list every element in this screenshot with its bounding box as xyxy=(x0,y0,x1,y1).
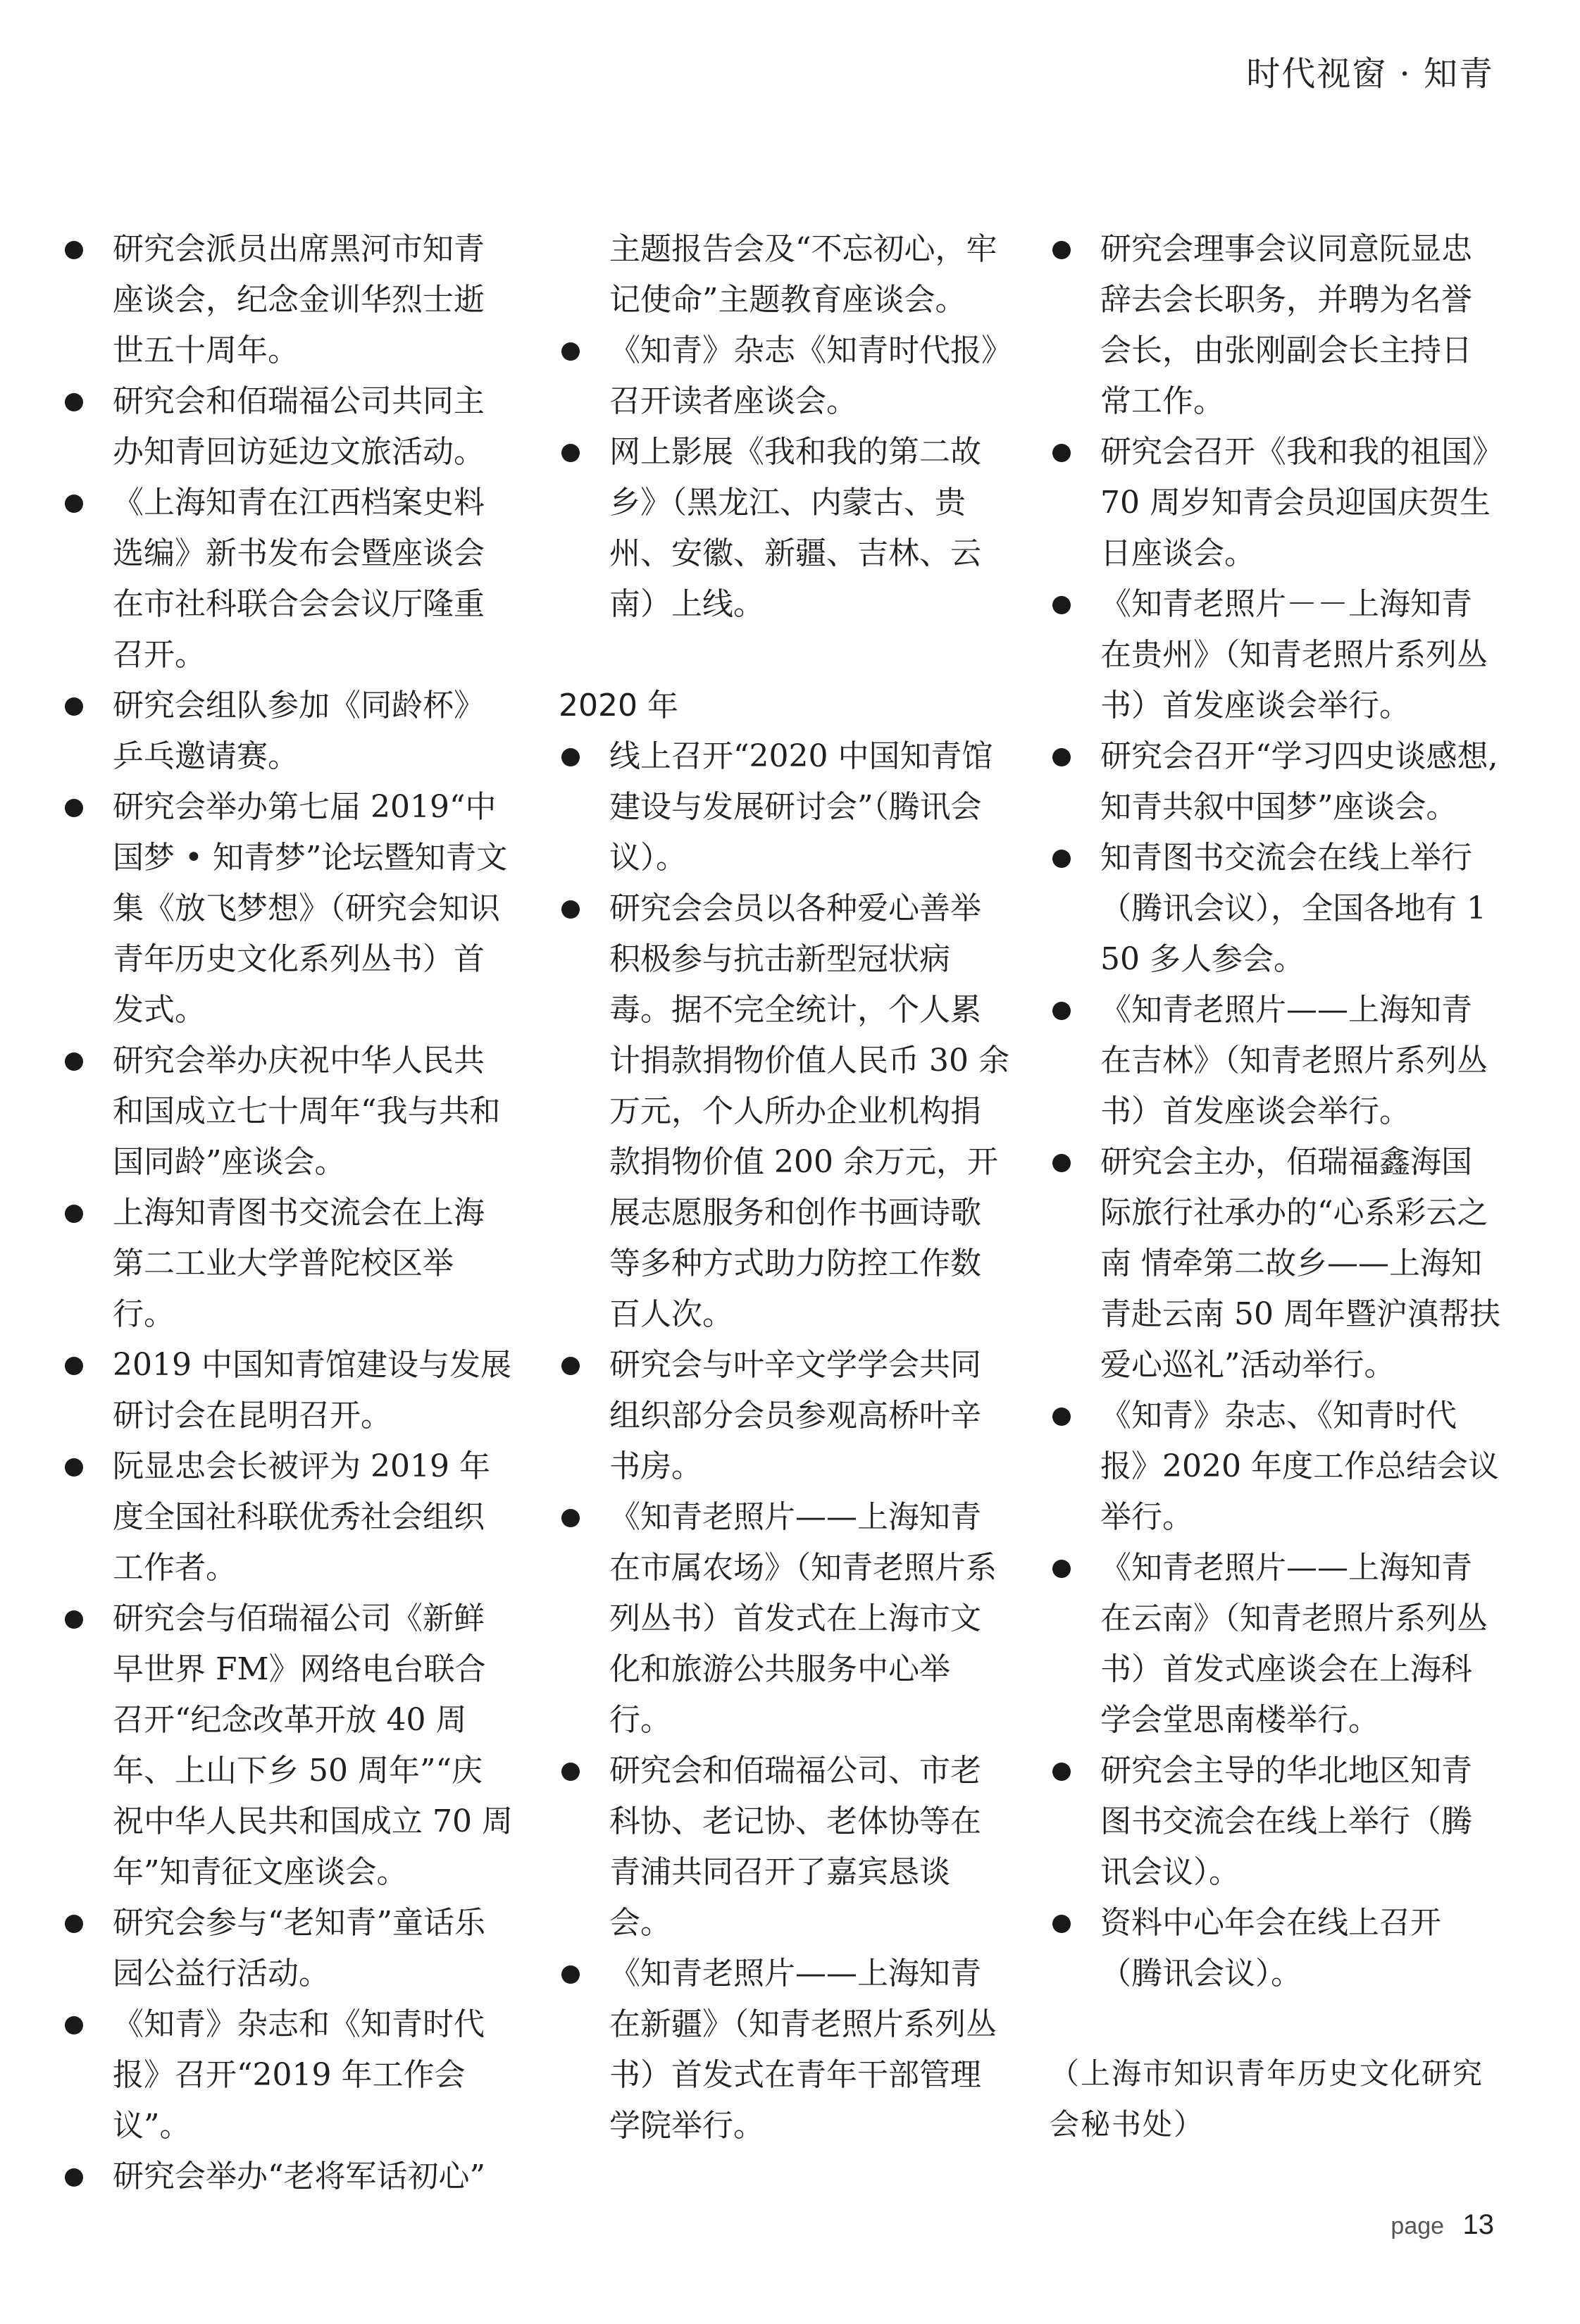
list-item xyxy=(559,1492,1009,1746)
list-item xyxy=(62,1188,513,1340)
list-item-text: 研究会与叶辛文学学会共同组织部分会员参观高桥叶辛书房。 xyxy=(609,1347,981,1484)
bullet-icon xyxy=(1052,1560,1071,1578)
list-item-text: 研究会召开《我和我的祖国》70 周岁知青会员迎国庆贺生日座谈会。 xyxy=(1100,434,1491,571)
list-item-text: 上海知青图书交流会在上海第二工业大学普陀校区举行。 xyxy=(113,1195,485,1332)
list-item xyxy=(62,681,513,782)
column-left xyxy=(62,224,513,2202)
list-item xyxy=(1050,1898,1500,1999)
list-item xyxy=(62,2151,513,2202)
bullet-icon xyxy=(1052,748,1071,766)
list-item-continuation: 主题报告会及“不忘初心，牢记使命”主题教育座谈会。 xyxy=(609,231,997,318)
bullet-icon xyxy=(65,1610,83,1629)
list-item-text: 网上影展《我和我的第二故乡》（黑龙江、内蒙古、贵州、安徽、新疆、吉林、云南）上线。 xyxy=(609,434,981,622)
list-item-text: 阮显忠会长被评为 2019 年度全国社科联优秀社会组织工作者。 xyxy=(113,1448,490,1586)
page-footer xyxy=(1391,2209,1494,2241)
list-item-text: 《知青》杂志和《知青时代报》召开“2019 年工作会议”。 xyxy=(113,2006,485,2144)
bullet-icon xyxy=(65,393,83,411)
bullet-icon xyxy=(561,748,580,766)
list-item-text: 知青图书交流会在线上举行（腾讯会议），全国各地有 150 多人参会。 xyxy=(1100,840,1486,977)
list-item-text: 研究会理事会议同意阮显忠辞去会长职务，并聘为名誉会长，由张刚副会长主持日常工作。 xyxy=(1100,231,1472,419)
year-heading: 2020 年 xyxy=(559,688,678,723)
list-item-text: 研究会与佰瑞福公司《新鲜早世界 FM》网络电台联合召开“纪念改革开放 40 周年、上山下乡 50 周年”“庆祝中华人民共和国成立 70 周年”知青征文座谈会。 xyxy=(113,1601,513,1890)
list-item xyxy=(62,376,513,478)
list-item-text: 研究会和佰瑞福公司共同主办知青回访延边文旅活动。 xyxy=(113,383,485,470)
bullet-icon xyxy=(1052,1154,1071,1172)
list-item-text: 《知青老照片－－上海知青在贵州》（知青老照片系列丛书）首发座谈会举行。 xyxy=(1100,586,1488,723)
bullet-icon xyxy=(1052,241,1071,259)
bullet-icon xyxy=(65,697,83,716)
list-item xyxy=(62,1898,513,1999)
page-number: 13 xyxy=(1462,2209,1494,2240)
bullet-icon xyxy=(65,495,83,513)
list-item xyxy=(1050,731,1500,833)
bullet-icon xyxy=(561,444,580,462)
bullet-icon xyxy=(65,1357,83,1375)
list-item xyxy=(559,1340,1009,1492)
bullet-icon xyxy=(561,1357,580,1375)
bullet-icon xyxy=(1052,1915,1071,1933)
list-item-text: 《知青老照片——上海知青在云南》（知青老照片系列丛书）首发式座谈会在上海科学会堂思南楼举行。 xyxy=(1100,1550,1488,1738)
list-item xyxy=(62,224,513,376)
list-item-text: 研究会举办第七届 2019“中国梦 • 知青梦”论坛暨知青文集《放飞梦想》（研究会知识青年历史文化系列丛书）首发式。 xyxy=(113,789,508,1028)
list-item-text: 研究会会员以各种爱心善举积极参与抗击新型冠状病毒。据不完全统计，个人累计捐款捐物价值人民币 30 余万元，个人所办企业机构捐款捐物价值 200 余万元，开展志愿服务和创作书画诗歌等多种方式助力防控工作数百人次。 xyxy=(609,890,1009,1332)
list-item-text: 研究会主导的华北地区知青图书交流会在线上举行（腾讯会议）。 xyxy=(1100,1753,1472,1890)
bullet-icon xyxy=(1052,1408,1071,1426)
list-item xyxy=(62,1441,513,1593)
list-item xyxy=(559,427,1009,630)
bullet-icon xyxy=(1052,596,1071,614)
page-label: page xyxy=(1391,2213,1445,2239)
list-item xyxy=(62,478,513,681)
bullet-icon xyxy=(561,1763,580,1781)
bullet-icon xyxy=(561,1509,580,1527)
bullet-icon xyxy=(65,1915,83,1933)
list-item-text: 《知青老照片——上海知青在新疆》（知青老照片系列丛书）首发式在青年干部管理学院举行。 xyxy=(609,1956,997,2144)
bullet-icon xyxy=(65,1052,83,1071)
list-item-text: 研究会主办，佰瑞福鑫海国际旅行社承办的“心系彩云之南 情牵第二故乡——上海知青赴云南 50 周年暨沪滇帮扶爱心巡礼”活动举行。 xyxy=(1100,1144,1500,1383)
list-item-text: 研究会和佰瑞福公司、市老科协、老记协、老体协等在青浦共同召开了嘉宾恳谈会。 xyxy=(609,1753,981,1941)
list-item xyxy=(1050,1391,1500,1543)
column-right xyxy=(1050,224,1500,2150)
bullet-icon xyxy=(1052,1763,1071,1781)
bullet-icon xyxy=(561,900,580,919)
list-item xyxy=(62,1593,513,1898)
list-item xyxy=(1050,1543,1500,1746)
list-item-text: 研究会举办“老将军话初心” xyxy=(113,2158,485,2194)
list-item xyxy=(1050,427,1500,579)
list-item-text: 《知青老照片——上海知青在吉林》（知青老照片系列丛书）首发座谈会举行。 xyxy=(1100,992,1488,1129)
list-item-text: 线上召开“2020 中国知青馆建设与发展研讨会”（腾讯会议）。 xyxy=(609,738,993,876)
list-item xyxy=(1050,1746,1500,1898)
list-item xyxy=(62,782,513,1036)
column-middle xyxy=(559,224,1009,2151)
list-item-text: 《知青老照片——上海知青在市属农场》（知青老照片系列丛书）首发式在上海市文化和旅游公共服务中心举行。 xyxy=(609,1499,997,1738)
list-item xyxy=(559,1746,1009,1949)
list-item xyxy=(559,731,1009,883)
list-item xyxy=(559,1949,1009,2151)
list-item-text: 《上海知青在江西档案史料选编》新书发布会暨座谈会在市社科联合会会议厅隆重召开。 xyxy=(113,485,485,673)
list-item-text: 研究会派员出席黑河市知青座谈会，纪念金训华烈士逝世五十周年。 xyxy=(113,231,485,368)
list-item xyxy=(559,325,1009,427)
list-item xyxy=(1050,985,1500,1137)
list-item xyxy=(1050,833,1500,985)
list-item xyxy=(62,1999,513,2151)
list-item-text: 2019 中国知青馆建设与发展研讨会在昆明召开。 xyxy=(113,1347,511,1434)
list-item xyxy=(1050,1137,1500,1391)
bullet-icon xyxy=(65,2168,83,2187)
list-item-text: 研究会参与“老知青”童话乐园公益行活动。 xyxy=(113,1905,485,1991)
bullet-icon xyxy=(1052,444,1071,462)
bullet-icon xyxy=(65,799,83,817)
list-item xyxy=(1050,224,1500,427)
bullet-icon xyxy=(1052,1002,1071,1020)
list-item-text: 资料中心年会在线上召开（腾讯会议）。 xyxy=(1100,1905,1441,1991)
bullet-icon xyxy=(1052,850,1071,868)
list-item-text: 《知青》杂志、《知青时代报》2020 年度工作总结会议举行。 xyxy=(1100,1398,1499,1535)
signature: （上海市知识青年历史文化研究会秘书处） xyxy=(1050,2056,1484,2142)
list-item xyxy=(1050,579,1500,731)
list-item-text: 研究会召开“学习四史谈感想,知青共叙中国梦”座谈会。 xyxy=(1100,738,1498,825)
list-item-text: 研究会举办庆祝中华人民共和国成立七十周年“我与共和国同龄”座谈会。 xyxy=(113,1043,501,1180)
bullet-icon xyxy=(65,241,83,259)
list-item xyxy=(62,1036,513,1188)
bullet-icon xyxy=(65,1205,83,1223)
section-header: 时代视窗 · 知青 xyxy=(1246,54,1494,94)
bullet-icon xyxy=(65,1458,83,1477)
bullet-icon xyxy=(65,2016,83,2034)
list-item xyxy=(62,1340,513,1441)
bullet-icon xyxy=(561,342,580,361)
bullet-icon xyxy=(561,1965,580,1984)
list-item-text: 《知青》杂志《知青时代报》召开读者座谈会。 xyxy=(609,333,997,419)
list-item xyxy=(559,883,1009,1340)
list-item-text: 研究会组队参加《同龄杯》乒乓邀请赛。 xyxy=(113,688,485,774)
